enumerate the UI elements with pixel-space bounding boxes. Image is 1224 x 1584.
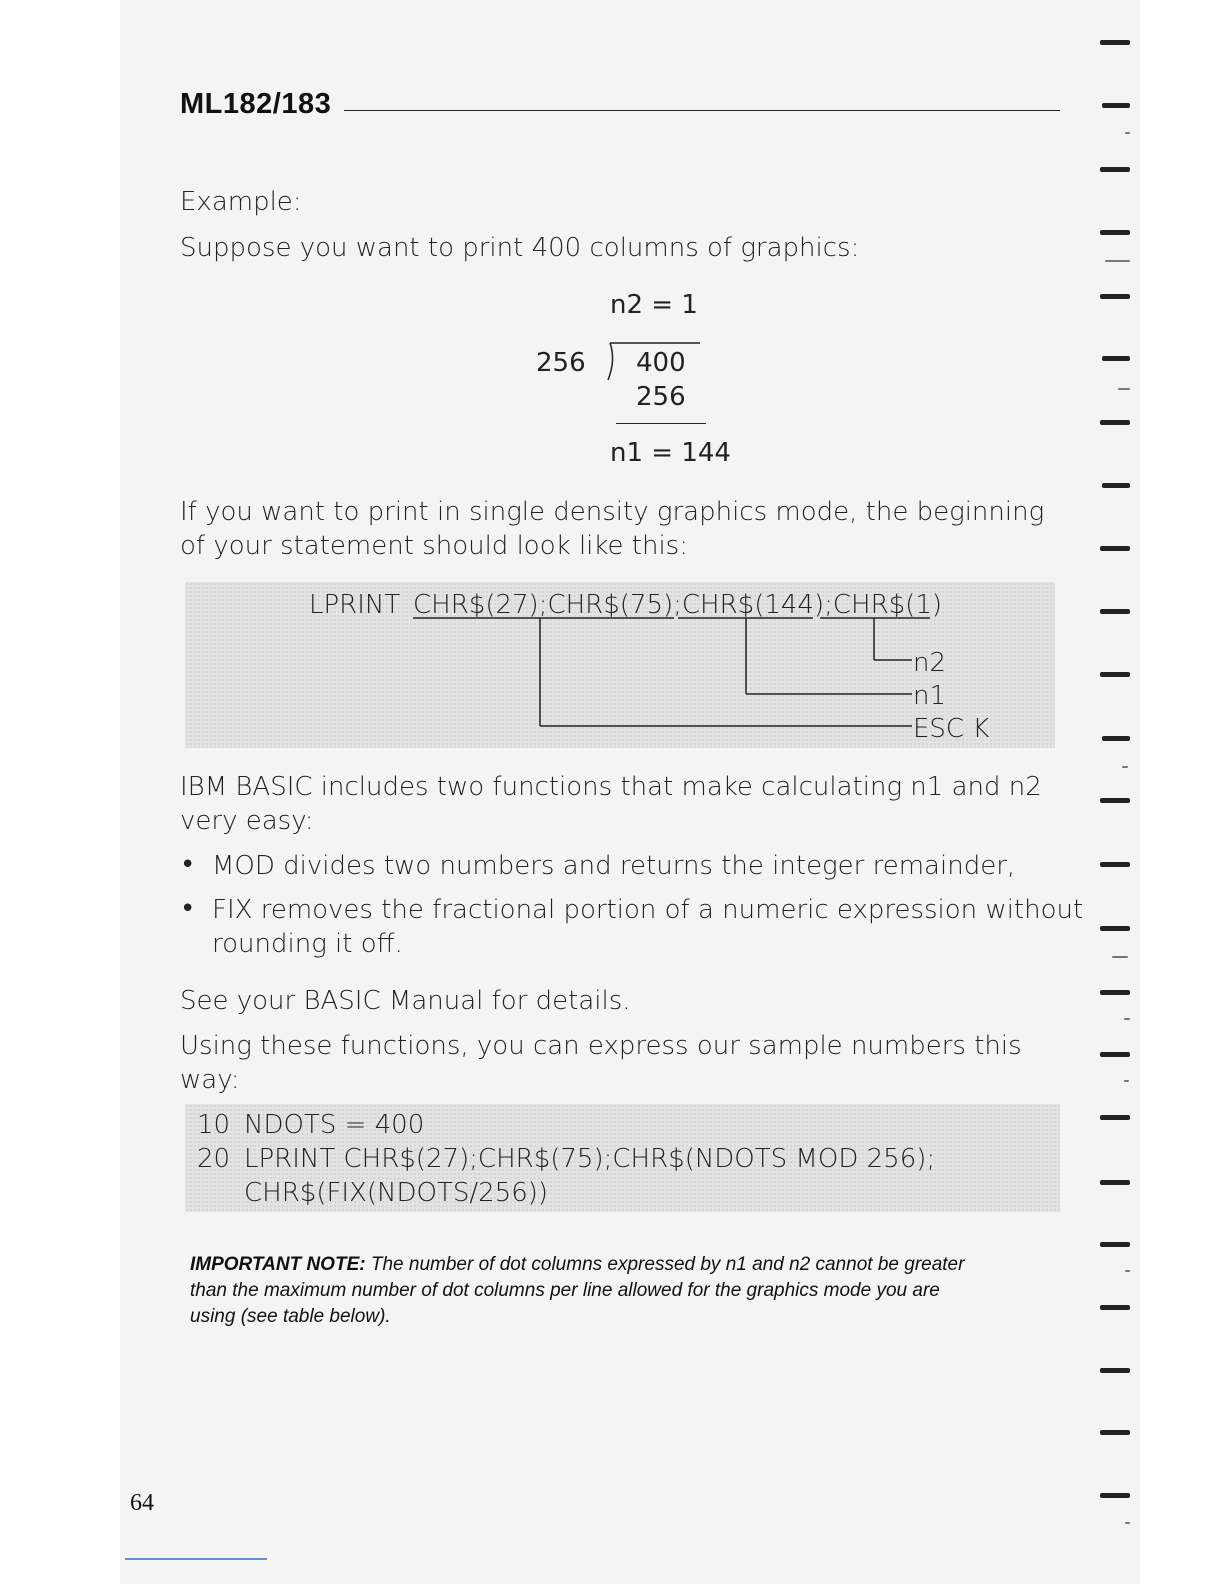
statement-label-esc: ESC K <box>913 714 990 744</box>
header-rule <box>344 110 1060 111</box>
margin-tick <box>1100 230 1130 235</box>
margin-tick <box>1102 736 1130 741</box>
important-note-line-3: using (see table below). <box>190 1306 391 1327</box>
margin-tick <box>1125 1270 1130 1272</box>
see-manual: See your BASIC Manual for details. <box>180 986 631 1016</box>
bullet-fix-line-2: rounding it off. <box>212 929 403 959</box>
margin-tick <box>1100 798 1130 803</box>
margin-tick <box>1100 609 1130 614</box>
statement-keyword: LPRINT <box>309 590 401 620</box>
margin-tick <box>1100 1305 1130 1310</box>
statement-label-n2: n2 <box>913 648 947 678</box>
example-label: Example: <box>180 187 302 217</box>
important-note-line-2: than the maximum number of dot columns per line allowed for the graphics mode you are <box>190 1280 940 1301</box>
bullet-fix-line-1: FIX removes the fractional portion of a numeric expression without <box>212 895 1084 925</box>
margin-tick <box>1102 103 1130 108</box>
important-note <box>190 1252 1070 1330</box>
margin-tick <box>1122 766 1128 768</box>
bottom-link-line <box>125 1558 267 1560</box>
statement-connectors <box>400 610 960 745</box>
margin-tick <box>1124 1080 1129 1082</box>
margin-tick <box>1100 546 1130 551</box>
margin-tick <box>1102 356 1130 361</box>
important-note-text-1: The number of dot columns expressed by n1 and n2 cannot be greater <box>370 1254 965 1275</box>
division-divisor: 256 <box>536 348 586 378</box>
page-number: 64 <box>130 1490 154 1516</box>
program-line-3-code: CHR$(FIX(NDOTS/256)) <box>244 1178 549 1208</box>
division-quotient: n2 = 1 <box>610 290 698 320</box>
margin-tick <box>1100 40 1130 45</box>
margin-tick <box>1100 672 1130 677</box>
density-line-2: of your statement should look like this: <box>180 531 688 561</box>
program-line-1-number: 10 <box>197 1110 231 1140</box>
margin-tick <box>1100 1430 1130 1435</box>
using-line-2: way: <box>180 1065 240 1095</box>
margin-tick <box>1112 956 1128 958</box>
division-rule <box>616 423 706 424</box>
margin-tick <box>1125 132 1130 134</box>
margin-tick <box>1118 388 1130 390</box>
margin-tick <box>1124 1018 1130 1020</box>
page-edge <box>1140 0 1224 1584</box>
statement-code: CHR$(27);CHR$(75);CHR$(144);CHR$(1) <box>413 590 943 620</box>
margin-tick <box>1100 294 1130 299</box>
margin-tick <box>1100 1115 1130 1120</box>
margin-tick <box>1100 167 1130 172</box>
division-subtrahend: 256 <box>636 382 686 412</box>
program-line-1-code: NDOTS = 400 <box>244 1110 425 1140</box>
margin-tick <box>1102 483 1130 488</box>
program-line-2-code: LPRINT CHR$(27);CHR$(75);CHR$(NDOTS MOD 256); <box>244 1144 936 1174</box>
ibm-line-1: IBM BASIC includes two functions that make calculating n1 and n2 <box>180 772 1042 802</box>
bullet-marker: • <box>180 894 196 924</box>
margin-tick <box>1105 260 1130 262</box>
important-note-label: IMPORTANT NOTE: <box>190 1254 366 1275</box>
statement-label-n1: n1 <box>913 681 947 711</box>
margin-tick <box>1100 1242 1130 1247</box>
important-note-line-1 <box>190 1252 1070 1278</box>
margin-tick <box>1100 1180 1130 1185</box>
margin-tick <box>1100 990 1130 995</box>
density-line-1: If you want to print in single density graphics mode, the beginning <box>180 497 1045 527</box>
margin-tick <box>1100 862 1130 867</box>
bullet-marker: • <box>180 850 196 880</box>
bullet-mod: MOD divides two numbers and returns the integer remainder, <box>212 851 1016 881</box>
margin-tick <box>1100 1052 1130 1057</box>
ibm-line-2: very easy: <box>180 806 314 836</box>
margin-tick <box>1100 1368 1130 1373</box>
using-line-1: Using these functions, you can express our sample numbers this <box>180 1031 1022 1061</box>
division-dividend: 400 <box>636 348 686 378</box>
example-intro: Suppose you want to print 400 columns of graphics: <box>180 233 860 263</box>
header-title: ML182/183 <box>180 88 332 120</box>
division-remainder: n1 = 144 <box>610 438 731 468</box>
margin-tick <box>1100 926 1130 931</box>
margin-tick <box>1100 1493 1130 1498</box>
margin-tick <box>1100 420 1130 425</box>
margin-tick <box>1125 1522 1130 1524</box>
program-line-2-number: 20 <box>197 1144 231 1174</box>
